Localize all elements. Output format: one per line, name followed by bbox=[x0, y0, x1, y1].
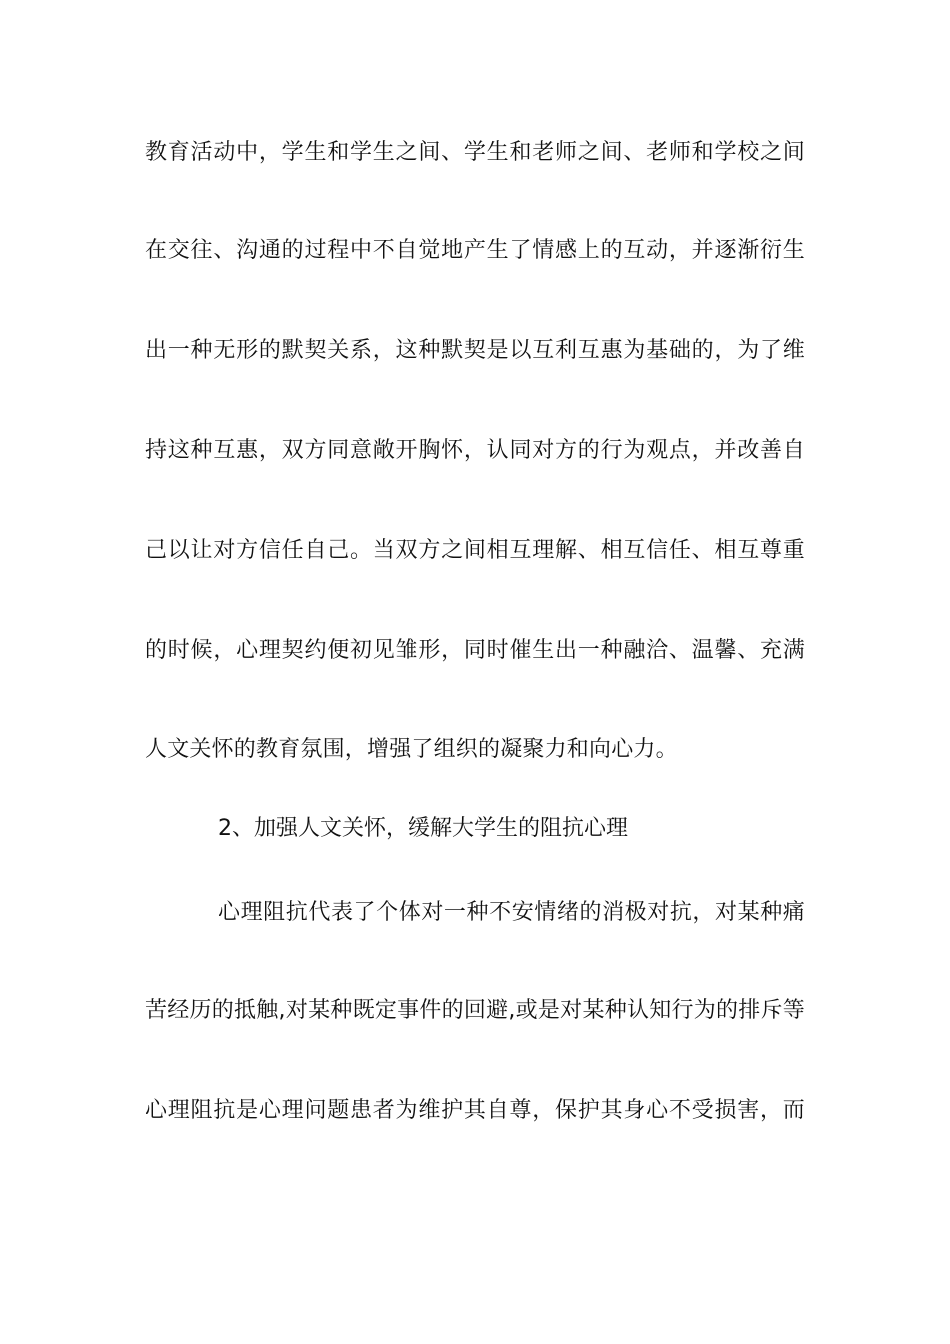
paragraph-line: 教育活动中，学生和学生之间、学生和老师之间、老师和学校之间 bbox=[145, 140, 805, 165]
paragraph-line: 的时候，心理契约便初见雏形，同时催生出一种融洽、温馨、充满 bbox=[145, 638, 805, 663]
paragraph-line: 心理阻抗代表了个体对一种不安情绪的消极对抗，对某种痛 bbox=[218, 900, 805, 925]
paragraph-line: 在交往、沟通的过程中不自觉地产生了情感上的互动，并逐渐衍生 bbox=[145, 238, 805, 263]
paragraph-line: 心理阻抗是心理问题患者为维护其自尊，保护其身心不受损害，而 bbox=[145, 1098, 805, 1123]
section-heading: 2、加强人文关怀，缓解大学生的阻抗心理 bbox=[218, 816, 628, 841]
paragraph-line: 苦经历的抵触,对某种既定事件的回避,或是对某种认知行为的排斥等 bbox=[145, 998, 805, 1023]
paragraph-line: 己以让对方信任自己。当双方之间相互理解、相互信任、相互尊重 bbox=[145, 538, 805, 563]
paragraph-line: 出一种无形的默契关系，这种默契是以互利互惠为基础的，为了维 bbox=[145, 338, 805, 363]
paragraph-line: 持这种互惠，双方同意敞开胸怀，认同对方的行为观点，并改善自 bbox=[145, 438, 805, 463]
paragraph-line: 人文关怀的教育氛围，增强了组织的凝聚力和向心力。 bbox=[145, 737, 678, 762]
